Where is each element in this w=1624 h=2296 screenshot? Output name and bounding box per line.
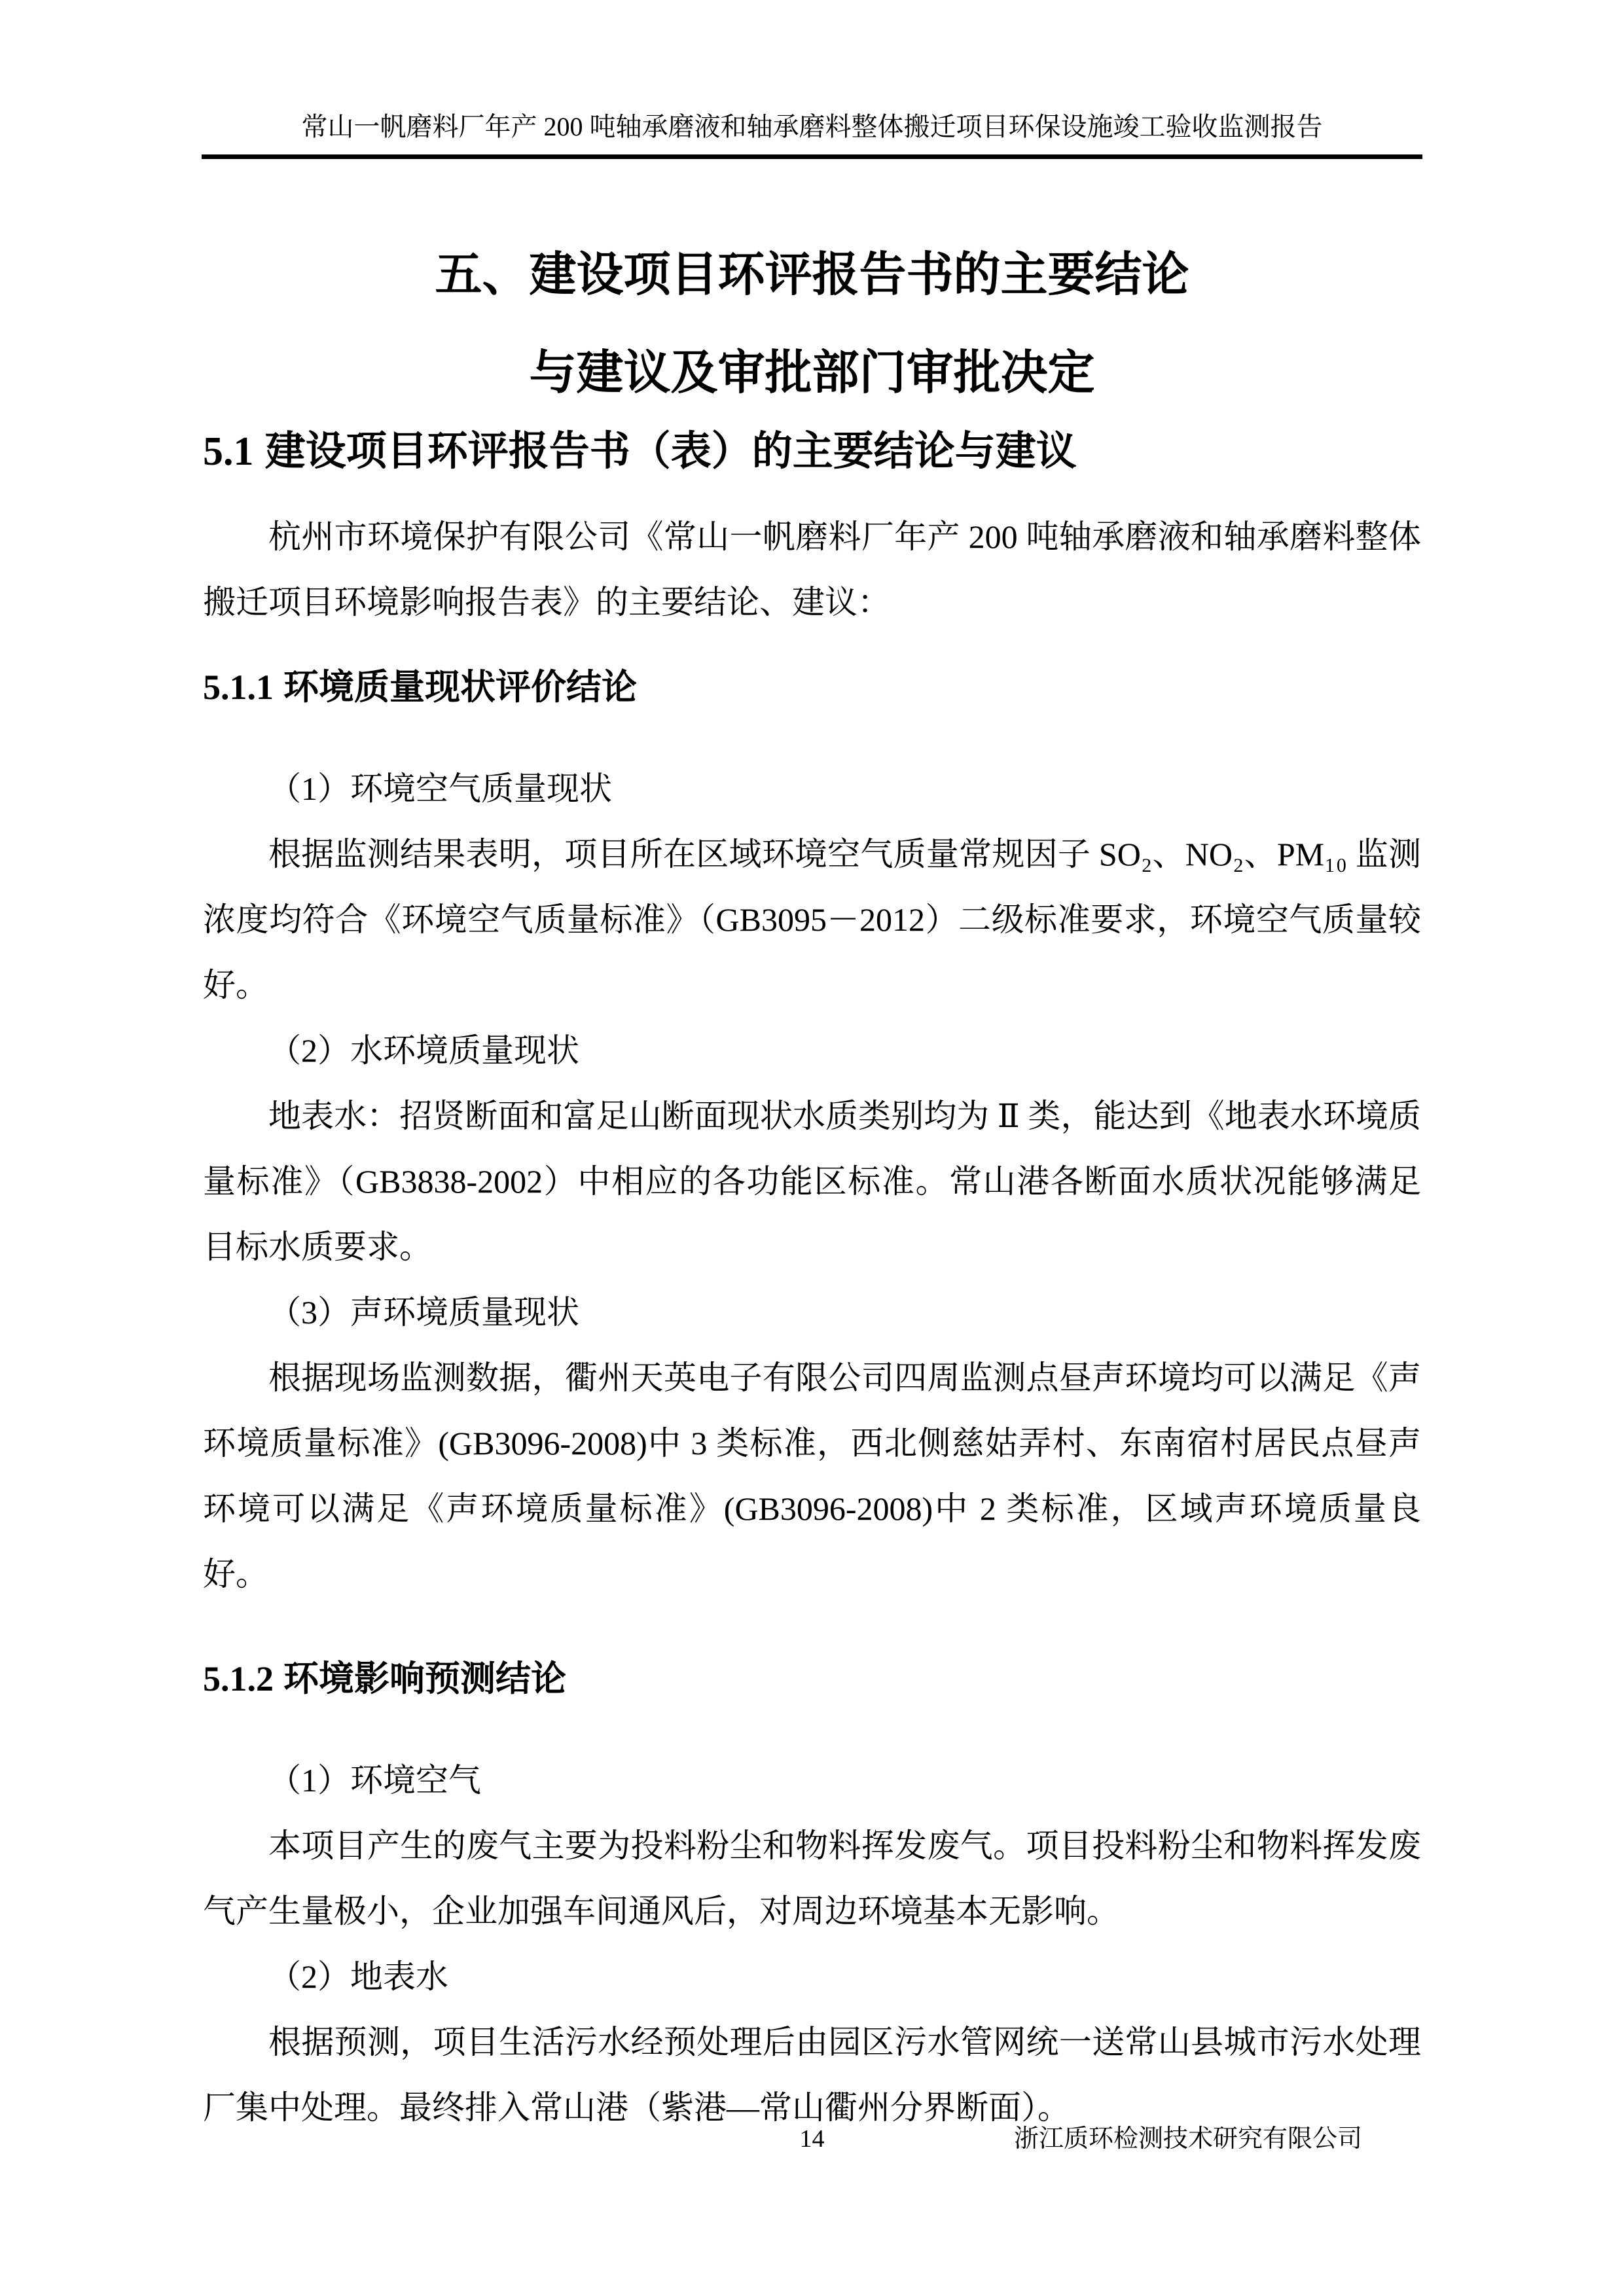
chapter-title (203, 226, 1421, 422)
section-heading-5-1 (203, 419, 1421, 484)
page-number: 14 (799, 2125, 825, 2153)
page-header-text: 常山一帆磨料厂年产 200 吨轴承磨液和轴承磨料整体搬迁项目环保设施竣工验收监测报告 (301, 112, 1323, 141)
section-number: 5.1.1 (203, 668, 274, 707)
section-number: 5.1.2 (203, 1659, 274, 1698)
section-number: 5.1 (203, 429, 254, 474)
paragraph: 根据监测结果表明，项目所在区域环境空气质量常规因子 SO₂、NO₂、PM₁₀ 监测浓度均符合《环境空气质量标准》（GB3095－2012）二级标准要求，环境空气质量较好。 (203, 836, 1421, 1003)
list-item-heading: （2）地表水 (268, 1958, 448, 1995)
section-heading-text: 建设项目环评报告书（表）的主要结论与建议 (264, 429, 1077, 474)
paragraph: 杭州市环境保护有限公司《常山一帆磨料厂年产 200 吨轴承磨液和轴承磨料整体搬迁项目环境影响报告表》的主要结论、建议： (203, 518, 1421, 620)
section-heading-5-1-2 (203, 1646, 1421, 1712)
page-header (202, 110, 1422, 159)
document-body (203, 226, 1421, 2140)
section-5-1-1-content (203, 756, 1421, 1607)
section-5-1-2-content (203, 1748, 1421, 2140)
section-heading-text: 环境质量现状评价结论 (283, 668, 638, 707)
footer-company-name: 浙江质环检测技术研究有限公司 (1013, 2125, 1362, 2153)
section-heading-text: 环境影响预测结论 (283, 1659, 567, 1698)
chapter-title-line-2: 与建议及审批部门审批决定 (529, 347, 1095, 399)
list-item-heading: （1）环境空气 (268, 1762, 481, 1799)
page-footer (203, 2119, 1421, 2159)
section-heading-5-1-1 (203, 655, 1421, 720)
list-item-heading: （3）声环境质量现状 (268, 1294, 579, 1331)
list-item-heading: （2）水环境质量现状 (268, 1032, 579, 1069)
paragraph: 本项目产生的废气主要为投料粉尘和物料挥发废气。项目投料粉尘和物料挥发废气产生量极小，企业加强车间通风后，对周边环境基本无影响。 (203, 1827, 1421, 1929)
paragraph: 地表水：招贤断面和富足山断面现状水质类别均为 Ⅱ 类，能达到《地表水环境质量标准》（GB3838-2002）中相应的各功能区标准。常山港各断面水质状况能够满足目标水质要求。 (203, 1098, 1421, 1265)
paragraph: 根据预测，项目生活污水经预处理后由园区污水管网统一送常山县城市污水处理厂集中处理。最终排入常山港（紫港—常山衢州分界断面）。 (203, 2024, 1421, 2126)
list-item-heading: （1）环境空气质量现状 (268, 770, 612, 807)
paragraph: 根据现场监测数据，衢州天英电子有限公司四周监测点昼声环境均可以满足《声环境质量标准》(GB3096-2008)中 3 类标准，西北侧慈姑弄村、东南宿村居民点昼声环境可以满足《声环境质量标准》(GB3096-2008)中 2 类标准，区域声环境质量良好。 (203, 1359, 1421, 1592)
chapter-title-line-1: 五、建设项目环评报告书的主要结论 (435, 249, 1189, 301)
